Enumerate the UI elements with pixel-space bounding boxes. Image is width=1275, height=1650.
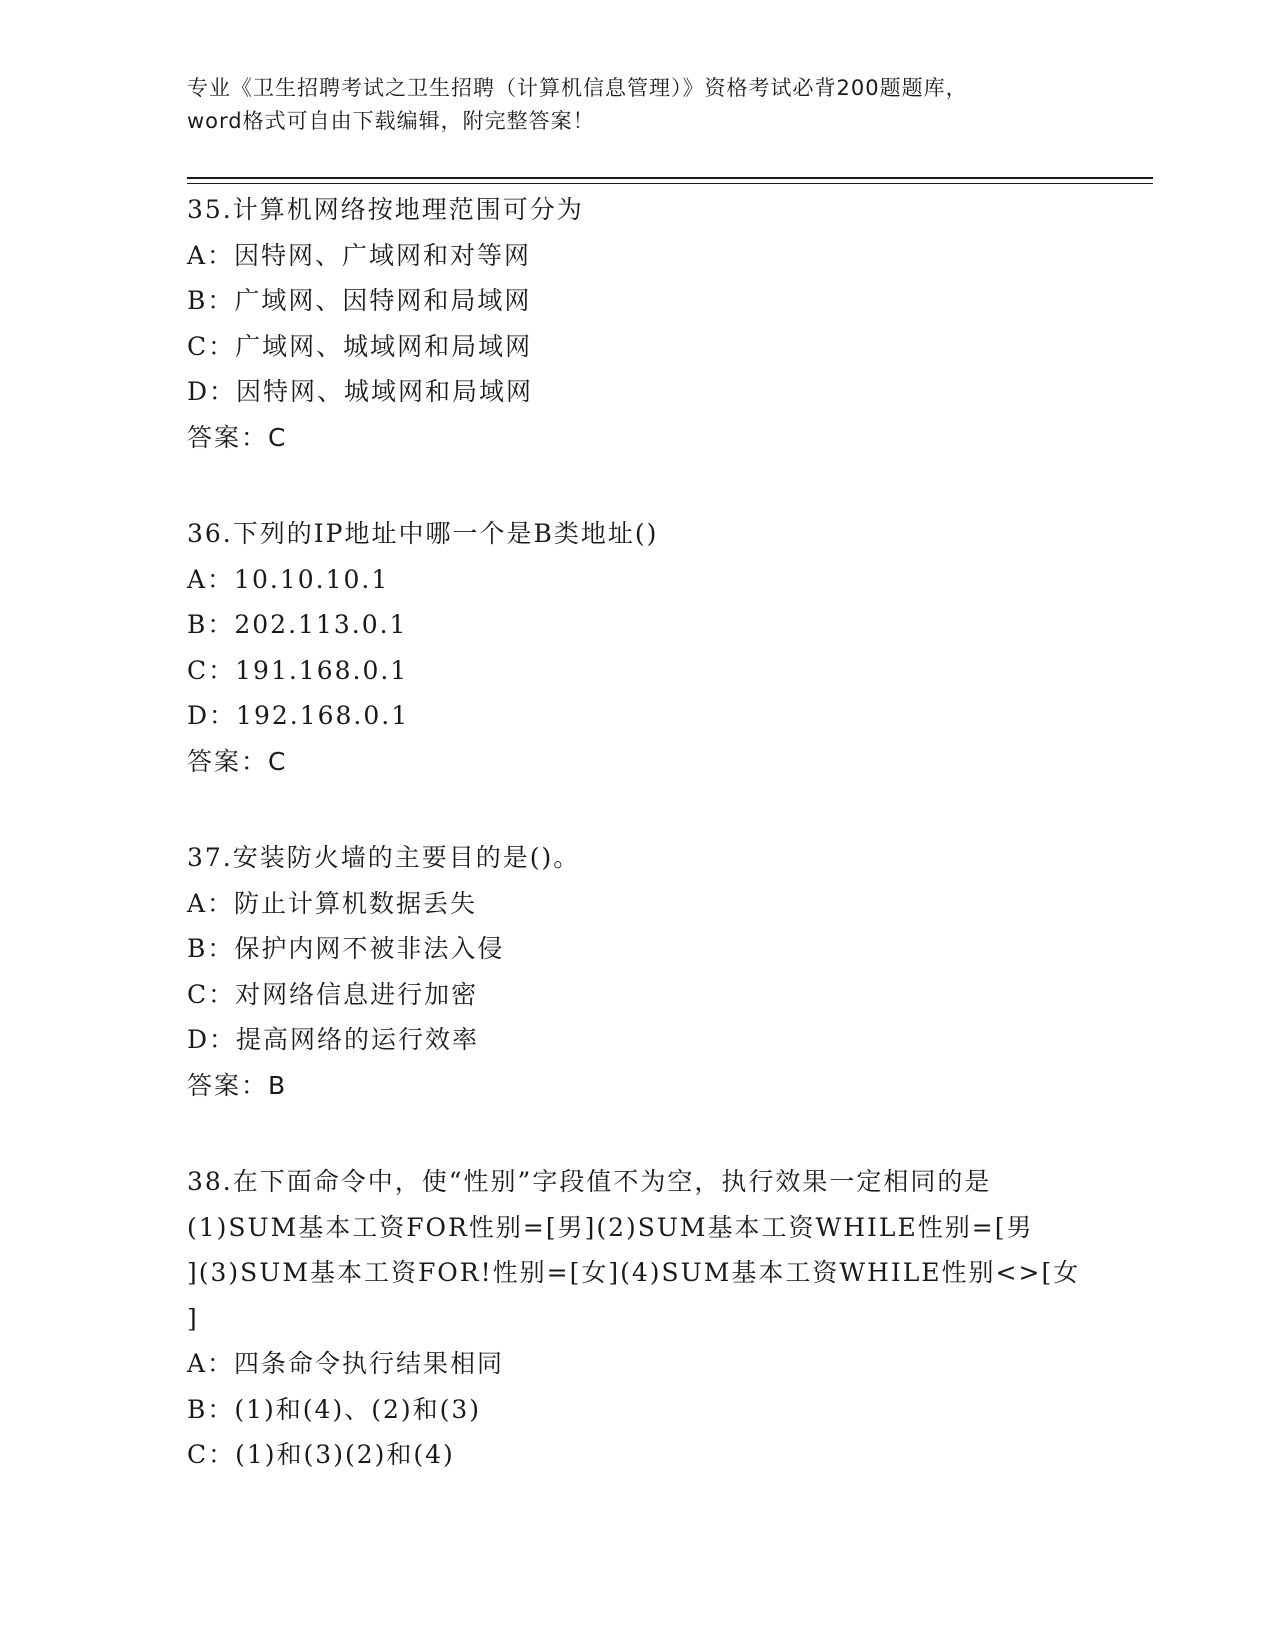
option-c: C：191.168.0.1 [187,655,409,685]
answer-line: 答案：B [187,1070,288,1100]
question-stem: 37.安装防火墙的主要目的是()。 [187,843,581,872]
header-divider-thick [187,177,1153,179]
option-d: D：192.168.0.1 [187,701,410,730]
header-line-2: word格式可自由下载编辑，附完整答案！ [187,109,595,133]
option-b: B：202.113.0.1 [187,610,408,639]
header-line-1: 专业《卫生招聘考试之卫生招聘（计算机信息管理）》资格考试必背200题题库， [187,76,968,100]
question-35 [187,187,1087,460]
option-a: A：因特网、广域网和对等网 [187,240,532,270]
option-d: D：因特网、城域网和局域网 [187,377,534,406]
option-c: C：对网络信息进行加密 [187,979,479,1009]
option-c: C：广域网、城域网和局域网 [187,331,533,361]
option-b: B：(1)和(4)、(2)和(3) [187,1394,482,1424]
document-header [187,72,1087,138]
option-b: B：广域网、因特网和局域网 [187,286,532,315]
option-d: D：提高网络的运行效率 [187,1025,480,1054]
question-37 [187,835,1087,1108]
question-stem-line-4: ] [187,1303,199,1333]
answer-line: 答案：C [187,422,288,452]
question-stem-line-3: ](3)SUM基本工资FOR!性别=[女](4)SUM基本工资WHILE性别<>[女 [187,1258,1081,1287]
option-c: C：(1)和(3)(2)和(4) [187,1440,455,1469]
question-stem-line-1: 38.在下面命令中，使“性别”字段值不为空，执行效果一定相同的是 [187,1167,992,1196]
question-38 [187,1159,1087,1478]
option-a: A：四条命令执行结果相同 [187,1349,505,1378]
option-a: A：防止计算机数据丢失 [187,888,478,918]
answer-line: 答案：C [187,746,288,776]
option-b: B：保护内网不被非法入侵 [187,934,505,963]
option-a: A：10.10.10.1 [187,564,390,594]
question-36 [187,511,1087,784]
question-stem: 36.下列的IP地址中哪一个是B类地址() [187,519,659,548]
question-stem: 35.计算机网络按地理范围可分为 [187,195,584,224]
header-divider-thin [187,183,1153,184]
question-list [187,187,1087,1529]
question-stem-line-2: (1)SUM基本工资FOR性别=[男](2)SUM基本工资WHILE性别=[男 [187,1212,1034,1242]
